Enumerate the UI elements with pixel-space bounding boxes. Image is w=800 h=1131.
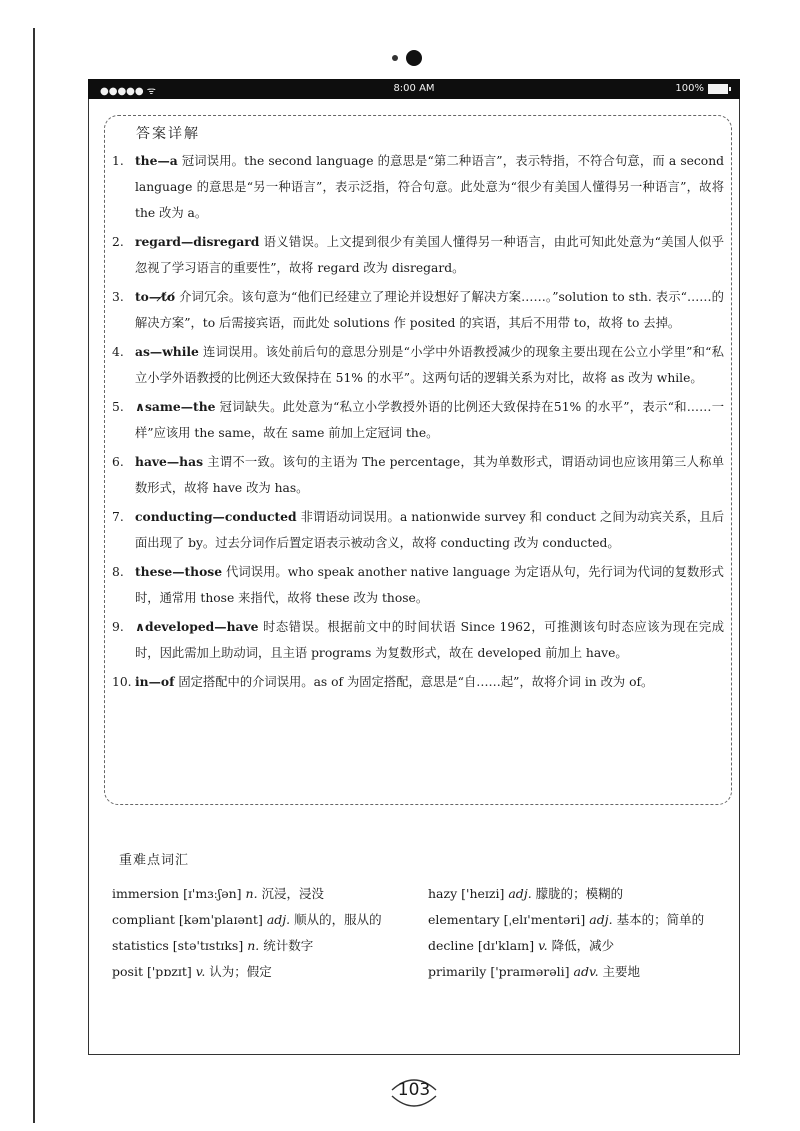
vocab-pos: v. [195,964,206,979]
vocab-ipa: [ˌelɪ'mentəri] [503,912,586,927]
answer-item [112,449,724,501]
answer-key: ∧same—the [135,399,216,414]
vocab-meaning: 朦胧的；模糊的 [535,886,624,901]
answer-list [112,148,724,698]
answer-number: 6. [112,455,124,469]
vocab-entry [112,910,428,928]
vocab-meaning: 降低，减少 [551,938,615,953]
answer-item [112,669,724,695]
vocab-entry [112,936,428,954]
vocab-ipa: [ɪ'mɜːʃən] [183,886,242,901]
vocab-word: primarily [428,964,487,979]
answer-explanation: 语义错误。上文提到很少有美国人懂得另一种语言，由此可知此处意为“美国人似乎忽视了学习语言的重要性”，故将 regard 改为 disregard。 [135,235,724,275]
vocab-meaning: 主要地 [602,964,641,979]
answer-explanation: 时态错误。根据前文中的时间状语 Since 1962，可推测该句时态应该为现在完成时，因此需加上助动词，且主语 programs 为复数形式，故在 developed 前加上 have。 [135,620,724,660]
vocab-entry [428,910,704,928]
vocab-entry [428,962,640,980]
answer-number: 2. [112,235,124,249]
vocab-ipa: [kəm'plaɪənt] [178,912,263,927]
answer-key: as—while [135,344,199,359]
answer-key: to—t̸o̸ [135,289,176,304]
answer-key: the—a [135,153,178,168]
vocab-ipa: [stə'tɪstɪks] [172,938,244,953]
vocab-meaning: 顺从的，服从的 [294,912,382,927]
vocab-row [112,906,724,932]
vocab-ipa: [dɪ'klaɪn] [477,938,535,953]
answer-key: conducting—conducted [135,509,297,524]
answer-explanation: 介词冗余。该句意为“他们已经建立了理论并设想好了解决方案……。”solution to sth. 表示“……的解决方案”，to 后需接宾语，而此处 solutions 作 posited 的宾语，其后不用带 to，故将 to 去掉。 [135,290,724,330]
vocab-entry [112,884,428,902]
answer-item [112,614,724,666]
answer-key: regard—disregard [135,234,260,249]
vocab-pos: adv. [573,964,599,979]
vocab-pos: adj. [508,886,532,901]
vocab-entry [428,884,623,902]
answer-number: 7. [112,510,124,524]
answer-number: 5. [112,400,124,414]
answer-item [112,339,724,391]
answer-explanation: 主谓不一致。该句的主语为 The percentage，其为单数形式，谓语动词也应该用第三人称单数形式，故将 have 改为 has。 [135,455,724,495]
battery-indicator [675,83,728,94]
vocab-meaning: 统计数字 [263,938,314,953]
vocab-pos: adj. [266,912,291,927]
status-time: 8:00 AM [393,83,435,94]
answer-explanation: 连词误用。该处前后句的意思分别是“小学中外语教授减少的现象主要出现在公立小学里”和“私立小学外语教授的比例还大致保持在 51% 的水平”。这两句话的逻辑关系为对比，故将 as 改为 while。 [135,345,724,385]
vocab-entry [112,962,428,980]
answer-item [112,284,724,336]
answer-explanation: 代词误用。who speak another native language 为定语从句，先行词为代词的复数形式时，通常用 those 来指代，故将 these 改为 those。 [135,565,724,605]
vocab-pos: n. [247,938,260,953]
answer-explanation: 冠词误用。the second language 的意思是“第二种语言”，表示特指，不符合句意，而 a second language 的意思是“另一种语言”，表示泛指，符合句意。此处意为“很少有美国人懂得另一种语言”，故将 the 改为 a。 [135,154,724,220]
battery-percent: 100% [675,83,704,94]
vocab-entry [428,936,614,954]
vocab-meaning: 沉浸，浸没 [261,886,325,901]
battery-icon [708,84,728,94]
answer-explanation: 固定搭配中的介词误用。as of 为固定搭配，意思是“自……起”，故将介词 in 改为 of。 [178,675,654,689]
vocab-meaning: 基本的；简单的 [616,912,705,927]
answer-key: in—of [135,674,175,689]
page-number: 103 [397,1080,431,1100]
vocab-meaning: 认为；假定 [209,964,272,979]
answer-item [112,394,724,446]
answer-number: 4. [112,345,124,359]
section-title: 答案详解 [132,123,204,143]
answer-item [112,148,724,226]
vocab-list [112,880,724,984]
vocab-word: decline [428,938,474,953]
answer-key: have—has [135,454,204,469]
vocab-word: hazy [428,886,458,901]
vocab-pos: n. [245,886,258,901]
answer-item [112,229,724,281]
vocab-row [112,958,724,984]
vocab-row [112,880,724,906]
answer-number: 10. [112,675,132,689]
vocab-pos: v. [538,938,548,953]
vocab-word: immersion [112,886,180,901]
signal-wifi-icon: ●●●●● ᯤ [100,86,156,97]
answer-item [112,504,724,556]
answer-number: 3. [112,290,124,304]
answer-number: 8. [112,565,124,579]
answer-explanation: 非谓语动词误用。a nationwide survey 和 conduct 之间为动宾关系，且后面出现了 by。过去分词作后置定语表示被动含义，故将 conducting 改为 conducted。 [135,510,724,550]
answer-number: 1. [112,154,124,168]
vocab-heading: 重难点词汇 [119,853,190,868]
vocab-word: elementary [428,912,500,927]
vocab-ipa: ['pɒzɪt] [146,964,192,979]
vocab-pos: adj. [589,912,613,927]
camera-dots [392,50,422,66]
camera-dot-icon [406,50,422,66]
binding-margin-line [33,28,35,1123]
answer-number: 9. [112,620,124,634]
answer-key: ∧developed—have [135,619,259,634]
vocab-row [112,932,724,958]
vocab-word: compliant [112,912,175,927]
answer-item [112,559,724,611]
status-bar [88,79,740,99]
answer-explanation: 冠词缺失。此处意为“私立小学教授外语的比例还大致保持在51% 的水平”，表示“和……一样”应该用 the same，故在 same 前加上定冠词 the。 [135,400,724,440]
vocab-ipa: ['praɪmərəli] [490,964,570,979]
sensor-dot-icon [392,55,398,61]
vocab-ipa: ['heɪzi] [461,886,505,901]
answer-key: these—those [135,564,223,579]
vocab-word: statistics [112,938,169,953]
vocab-word: posit [112,964,143,979]
